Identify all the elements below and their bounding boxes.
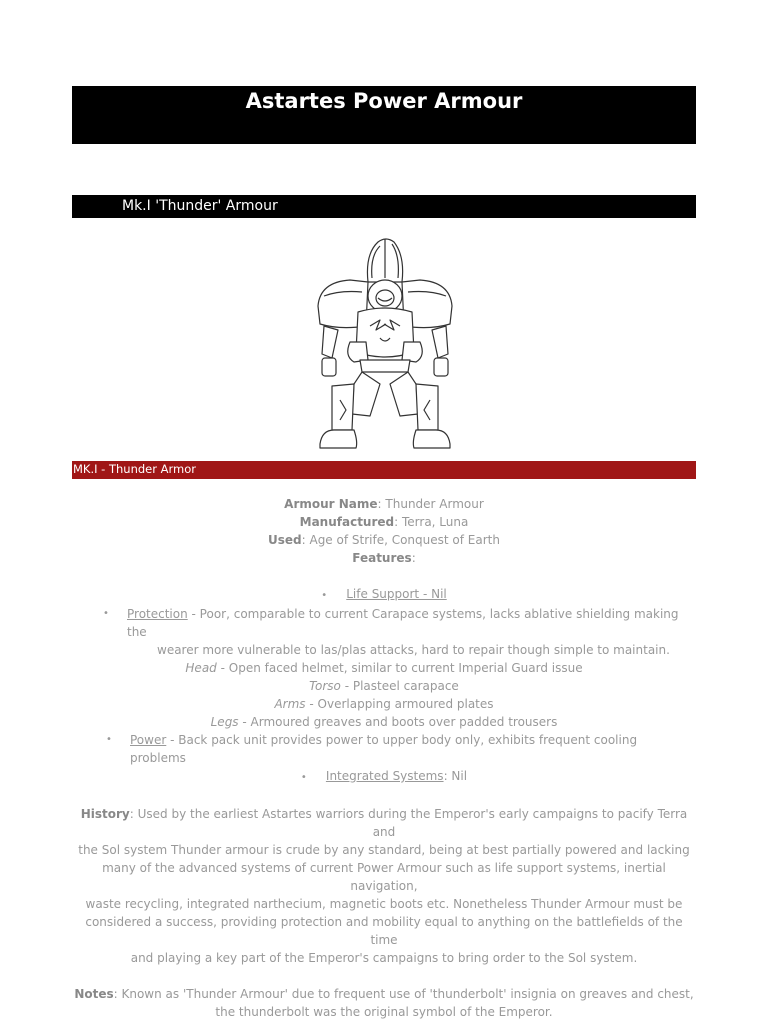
figure-caption-bar — [72, 461, 696, 479]
feature-protection — [72, 605, 696, 659]
manufactured-label: Manufactured — [299, 515, 395, 529]
legs-label: Legs — [210, 715, 239, 729]
integrated-systems-text: : Nil — [443, 769, 468, 783]
torso-text: - Plasteel carapace — [340, 679, 459, 693]
history-line: considered a success, providing protection and mobility equal to anything on the battlefields of the time — [85, 915, 683, 947]
history-paragraph — [72, 805, 696, 967]
legs-text: - Armoured greaves and boots over padded trousers — [238, 715, 558, 729]
bullet-icon: • — [300, 772, 307, 783]
notes-paragraph — [72, 985, 696, 1021]
armour-name-line — [72, 495, 696, 513]
history-line: the Sol system Thunder armour is crude by any standard, being at best partially powered and lacking — [78, 843, 690, 857]
manufactured-line — [72, 513, 696, 531]
history-line: waste recycling, integrated narthecium, magnetic boots etc. Nonetheless Thunder Armour must be — [85, 897, 683, 911]
protection-text: - Poor, comparable to current Carapace systems, lacks ablative shielding making the — [127, 607, 679, 639]
integrated-systems-link[interactable]: Integrated Systems — [325, 769, 444, 783]
page-title: Astartes Power Armour — [245, 89, 523, 113]
section-banner — [72, 195, 696, 218]
notes-label: Notes — [74, 987, 114, 1001]
bullet-icon: • — [106, 734, 112, 745]
feature-power — [72, 731, 696, 767]
notes-line: : Known as 'Thunder Armour' due to frequent use of 'thunderbolt' insignia on greaves and chest, — [113, 987, 694, 1001]
bullet-icon: • — [321, 590, 328, 601]
protection-link[interactable]: Protection — [127, 607, 188, 621]
head-text: - Open faced helmet, similar to current Imperial Guard issue — [216, 661, 583, 675]
section-title: Mk.I 'Thunder' Armour — [122, 198, 278, 214]
history-line: : Used by the earliest Astartes warriors during the Emperor's early campaigns to pacify Terra and — [129, 807, 688, 839]
title-banner — [72, 86, 696, 144]
feature-integrated-systems — [72, 767, 696, 787]
history-line: many of the advanced systems of current Power Armour such as life support systems, inertial navigation, — [102, 861, 666, 893]
features-label: Features — [352, 551, 412, 565]
torso-line — [72, 677, 696, 695]
article-body — [72, 495, 696, 1021]
thunder-armour-marine-illustration — [310, 234, 460, 456]
notes-line: the thunderbolt was the original symbol of the Emperor. — [215, 1005, 553, 1019]
head-label: Head — [185, 661, 217, 675]
power-link[interactable]: Power — [130, 733, 167, 747]
legs-line — [72, 713, 696, 731]
features-suffix: : — [411, 551, 416, 565]
arms-label: Arms — [274, 697, 306, 711]
armour-name-label: Armour Name — [284, 497, 378, 511]
protection-text-cont: wearer more vulnerable to las/plas attacks, hard to repair though simple to maintain. — [157, 643, 670, 657]
features-line — [72, 549, 696, 567]
arms-text: - Overlapping armoured plates — [305, 697, 494, 711]
bullet-icon: • — [103, 608, 109, 619]
armour-name-value: : Thunder Armour — [377, 497, 484, 511]
used-label: Used — [268, 533, 302, 547]
used-line — [72, 531, 696, 549]
history-line: and playing a key part of the Emperor's campaigns to bring order to the Sol system. — [130, 951, 638, 965]
manufactured-value: : Terra, Luna — [394, 515, 469, 529]
torso-label: Torso — [309, 679, 341, 693]
head-line — [72, 659, 696, 677]
history-label: History — [80, 807, 130, 821]
power-text: - Back pack unit provides power to upper body only, exhibits frequent cooling problems — [130, 733, 638, 765]
feature-life-support — [72, 585, 696, 605]
arms-line — [72, 695, 696, 713]
figure-caption: MK.I - Thunder Armor — [73, 462, 196, 476]
used-value: : Age of Strife, Conquest of Earth — [301, 533, 500, 547]
life-support-link[interactable]: Life Support - Nil — [346, 587, 447, 601]
